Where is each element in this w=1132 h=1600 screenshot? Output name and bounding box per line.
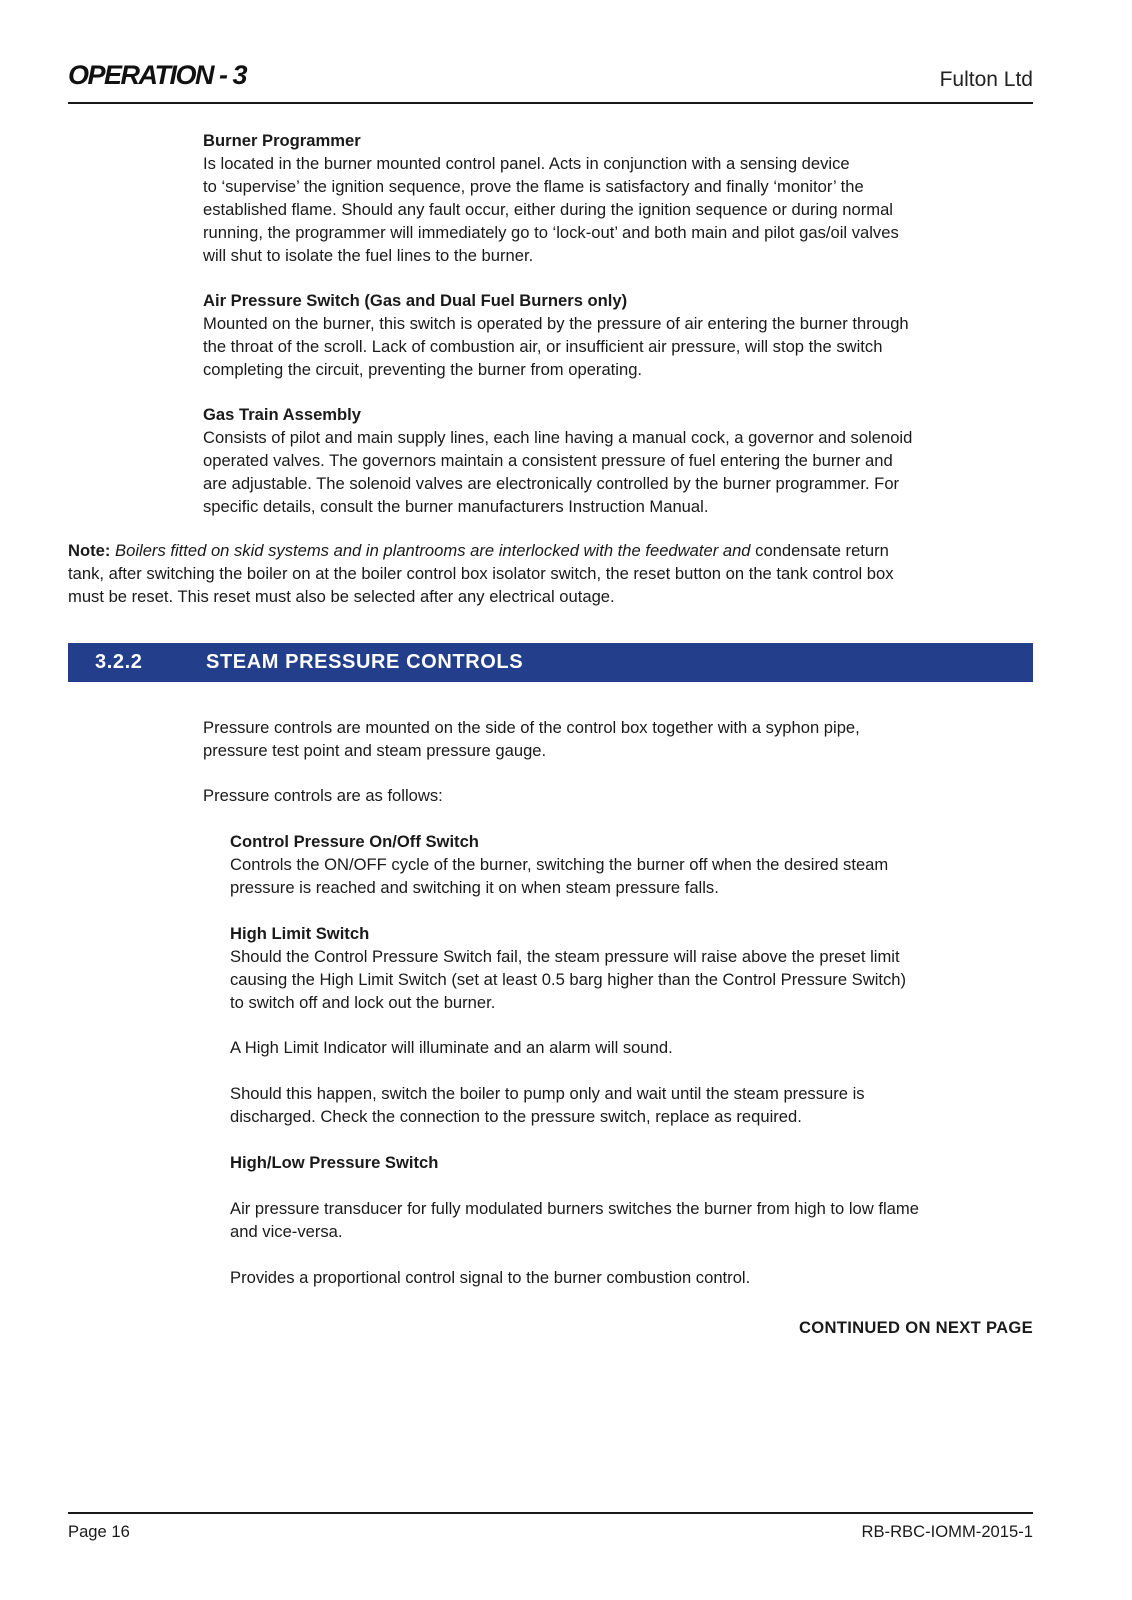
paragraph-line: discharged. Check the connection to the pressure switch, replace as required.: [230, 1107, 802, 1126]
paragraph-line: operated valves. The governors maintain a consistent pressure of fuel entering the burner and: [203, 451, 893, 470]
controls-as-follows: [203, 784, 1033, 807]
paragraph-line: are adjustable. The solenoid valves are electronically controlled by the burner programmer. For: [203, 474, 900, 493]
section-heading-bar: [68, 643, 1033, 682]
section-number: 3.2.2: [95, 651, 143, 673]
continued-notice: CONTINUED ON NEXT PAGE: [798, 1318, 1033, 1337]
high-low-heading: High/Low Pressure Switch: [230, 1153, 439, 1172]
note-line: [68, 539, 1048, 562]
paragraph-line: pressure test point and steam pressure gauge.: [203, 741, 547, 760]
page-number: Page 16: [68, 1522, 130, 1541]
paragraph-line: Pressure controls are mounted on the side of the control box together with a syphon pipe,: [203, 718, 860, 737]
note-paragraph: [68, 539, 1048, 608]
page-footer: [68, 1512, 1033, 1541]
control-switch-section: [230, 830, 1033, 899]
control-switch-heading: Control Pressure On/Off Switch: [230, 832, 479, 851]
burner-programmer-heading: Burner Programmer: [203, 131, 361, 150]
burner-programmer-section: [203, 129, 1033, 267]
note-italic-text: Boilers fitted on skid systems and in plantrooms are interlocked with the feedwater and: [115, 541, 751, 560]
paragraph-line: will shut to isolate the fuel lines to the burner.: [203, 246, 534, 265]
chapter-title: OPERATION - 3: [68, 60, 247, 90]
paragraph-line: Should the Control Pressure Switch fail, the steam pressure will raise above the preset limit: [230, 947, 900, 966]
paragraph-line: specific details, consult the burner manufacturers Instruction Manual.: [203, 497, 709, 516]
high-low-signal: [230, 1266, 1033, 1289]
page-header: [68, 60, 1033, 104]
paragraph-line: pressure is reached and switching it on when steam pressure falls.: [230, 878, 719, 897]
paragraph-line: Mounted on the burner, this switch is operated by the pressure of air entering the burner through: [203, 314, 909, 333]
high-low-description: [230, 1197, 1033, 1243]
paragraph-line: completing the circuit, preventing the burner from operating.: [203, 360, 643, 379]
high-limit-action: [230, 1082, 1033, 1128]
paragraph-line: Provides a proportional control signal to the burner combustion control.: [230, 1268, 751, 1287]
steam-intro: [203, 716, 1033, 762]
gas-train-heading: Gas Train Assembly: [203, 405, 362, 424]
paragraph-line: Is located in the burner mounted control panel. Acts in conjunction with a sensing device: [203, 154, 850, 173]
high-limit-indicator: [230, 1036, 1033, 1059]
note-line: must be reset. This reset must also be selected after any electrical outage.: [68, 587, 615, 606]
air-pressure-switch-heading: Air Pressure Switch (Gas and Dual Fuel Burners only): [203, 291, 628, 310]
paragraph-line: causing the High Limit Switch (set at least 0.5 barg higher than the Control Pressure Switch): [230, 970, 907, 989]
note-label: Note:: [68, 541, 111, 560]
paragraph-line: established flame. Should any fault occur, either during the ignition sequence or during normal: [203, 200, 893, 219]
paragraph-line: the throat of the scroll. Lack of combustion air, or insufficient air pressure, will stop the switch: [203, 337, 883, 356]
paragraph-line: and vice-versa.: [230, 1222, 343, 1241]
high-limit-section: [230, 922, 1033, 1014]
note-line: tank, after switching the boiler on at the boiler control box isolator switch, the reset button on the tank control box: [68, 564, 894, 583]
high-low-section: [230, 1151, 1033, 1174]
paragraph-line: to switch off and lock out the burner.: [230, 993, 496, 1012]
paragraph-line: Air pressure transducer for fully modulated burners switches the burner from high to low flame: [230, 1199, 919, 1218]
note-text: condensate return: [750, 541, 889, 560]
paragraph-line: running, the programmer will immediately go to ‘lock-out’ and both main and pilot gas/oil valves: [203, 223, 899, 242]
air-pressure-switch-section: [203, 289, 1033, 381]
company-name: Fulton Ltd: [939, 68, 1033, 91]
gas-train-section: [203, 403, 1033, 518]
paragraph-line: Pressure controls are as follows:: [203, 786, 443, 805]
high-limit-heading: High Limit Switch: [230, 924, 370, 943]
paragraph-line: A High Limit Indicator will illuminate and an alarm will sound.: [230, 1038, 673, 1057]
paragraph-line: Should this happen, switch the boiler to pump only and wait until the steam pressure is: [230, 1084, 865, 1103]
paragraph-line: to ‘supervise’ the ignition sequence, prove the flame is satisfactory and finally ‘monitor’ the: [203, 177, 864, 196]
paragraph-line: Controls the ON/OFF cycle of the burner, switching the burner off when the desired steam: [230, 855, 889, 874]
section-title: STEAM PRESSURE CONTROLS: [206, 651, 524, 673]
document-reference: RB-RBC-IOMM-2015-1: [861, 1522, 1033, 1541]
paragraph-line: Consists of pilot and main supply lines, each line having a manual cock, a governor and solenoid: [203, 428, 913, 447]
